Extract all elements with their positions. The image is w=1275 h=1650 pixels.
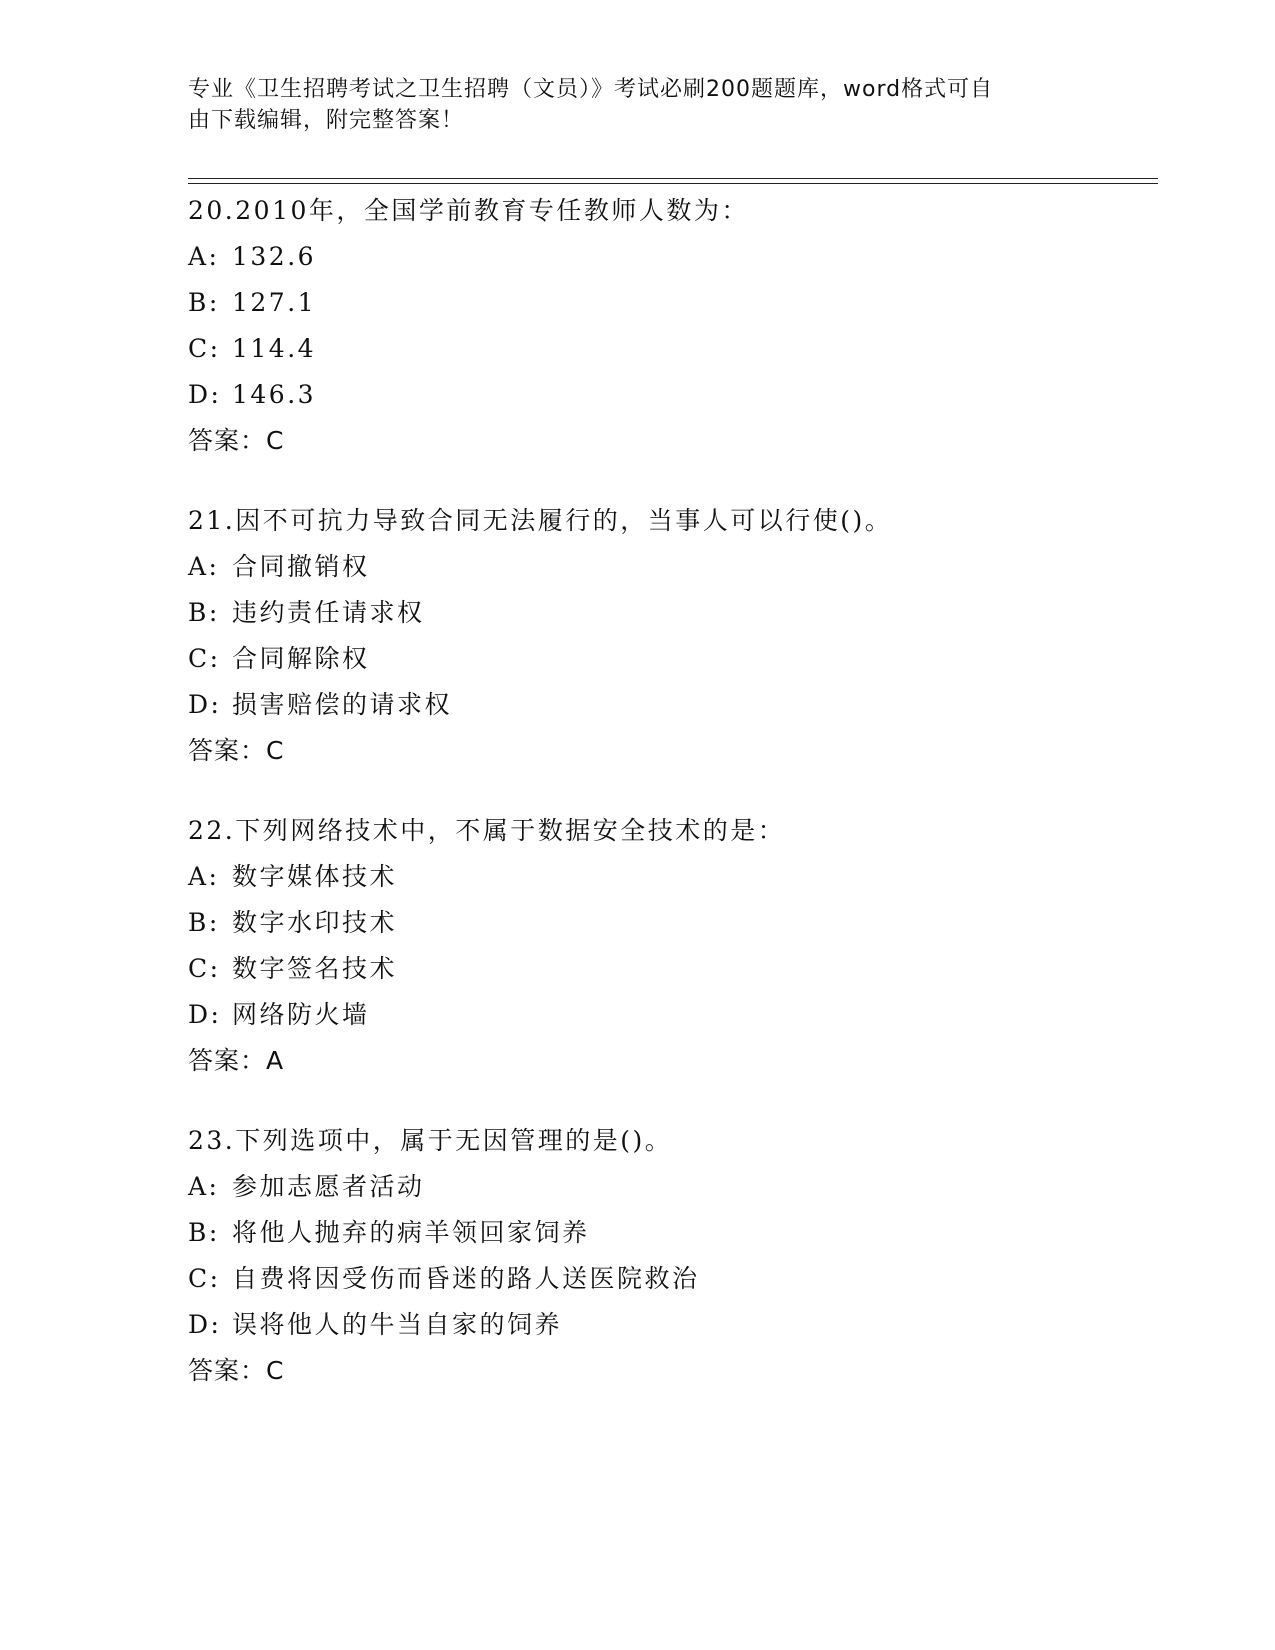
option-text: 将他人抛弃的病羊领回家饲养: [232, 1218, 590, 1247]
option-letter: A:: [188, 552, 220, 581]
option-text: 数字水印技术: [232, 908, 398, 937]
question-stem: 21.因不可抗力导致合同无法履行的，当事人可以行使()。: [188, 506, 893, 535]
option-text: 网络防火墙: [232, 1000, 370, 1029]
option-a: [188, 544, 1148, 590]
option-letter: C:: [188, 334, 221, 363]
option-b: [188, 590, 1148, 636]
option-text: 损害赔偿的请求权: [232, 690, 453, 719]
option-text: 违约责任请求权: [232, 598, 425, 627]
option-letter: D:: [188, 380, 222, 409]
option-letter: A:: [188, 862, 220, 891]
option-text: 合同撤销权: [232, 552, 370, 581]
option-text: 误将他人的牛当自家的饲养: [232, 1310, 563, 1339]
option-b: [188, 900, 1148, 946]
option-c: [188, 946, 1148, 992]
option-d: [188, 1302, 1148, 1348]
option-letter: C:: [188, 954, 221, 983]
option-d: [188, 682, 1148, 728]
option-d: [188, 372, 1148, 418]
option-text: 114.4: [232, 334, 317, 363]
option-b: [188, 1210, 1148, 1256]
option-letter: C:: [188, 1264, 221, 1293]
option-a: [188, 854, 1148, 900]
question-item: [188, 188, 1148, 464]
answer-line: 答案：C: [188, 736, 285, 765]
option-letter: A:: [188, 1172, 220, 1201]
option-c: [188, 326, 1148, 372]
option-b: [188, 280, 1148, 326]
option-letter: D:: [188, 690, 222, 719]
header-line-2: 由下载编辑，附完整答案！: [188, 108, 465, 133]
answer-line: 答案：C: [188, 1356, 285, 1385]
document-header: [188, 74, 1088, 136]
option-c: [188, 1256, 1148, 1302]
option-letter: A:: [188, 242, 220, 271]
option-letter: D:: [188, 1000, 222, 1029]
question-stem: 20.2010年，全国学前教育专任教师人数为：: [188, 196, 749, 225]
option-letter: B:: [188, 598, 220, 627]
question-item: [188, 498, 1148, 774]
option-text: 数字媒体技术: [232, 862, 398, 891]
option-c: [188, 636, 1148, 682]
option-a: [188, 234, 1148, 280]
option-text: 合同解除权: [232, 644, 370, 673]
answer-line: 答案：C: [188, 426, 285, 455]
option-text: 127.1: [232, 288, 317, 317]
option-letter: D:: [188, 1310, 222, 1339]
question-stem: 23.下列选项中，属于无因管理的是()。: [188, 1126, 673, 1155]
option-a: [188, 1164, 1148, 1210]
header-divider-top: [188, 178, 1158, 179]
header-divider-bottom: [188, 183, 1158, 184]
option-letter: B:: [188, 908, 220, 937]
question-item: [188, 1118, 1148, 1394]
option-letter: B:: [188, 1218, 220, 1247]
option-letter: C:: [188, 644, 221, 673]
option-text: 数字签名技术: [232, 954, 398, 983]
option-text: 146.3: [232, 380, 317, 409]
question-item: [188, 808, 1148, 1084]
option-letter: B:: [188, 288, 220, 317]
option-d: [188, 992, 1148, 1038]
option-text: 132.6: [232, 242, 317, 271]
header-line-1: 专业《卫生招聘考试之卫生招聘（文员）》考试必刷200题题库，word格式可自: [188, 77, 994, 102]
option-text: 自费将因受伤而昏迷的路人送医院救治: [232, 1264, 700, 1293]
answer-line: 答案：A: [188, 1046, 285, 1075]
question-list: [188, 188, 1148, 1428]
question-stem: 22.下列网络技术中，不属于数据安全技术的是：: [188, 816, 786, 845]
option-text: 参加志愿者活动: [232, 1172, 425, 1201]
